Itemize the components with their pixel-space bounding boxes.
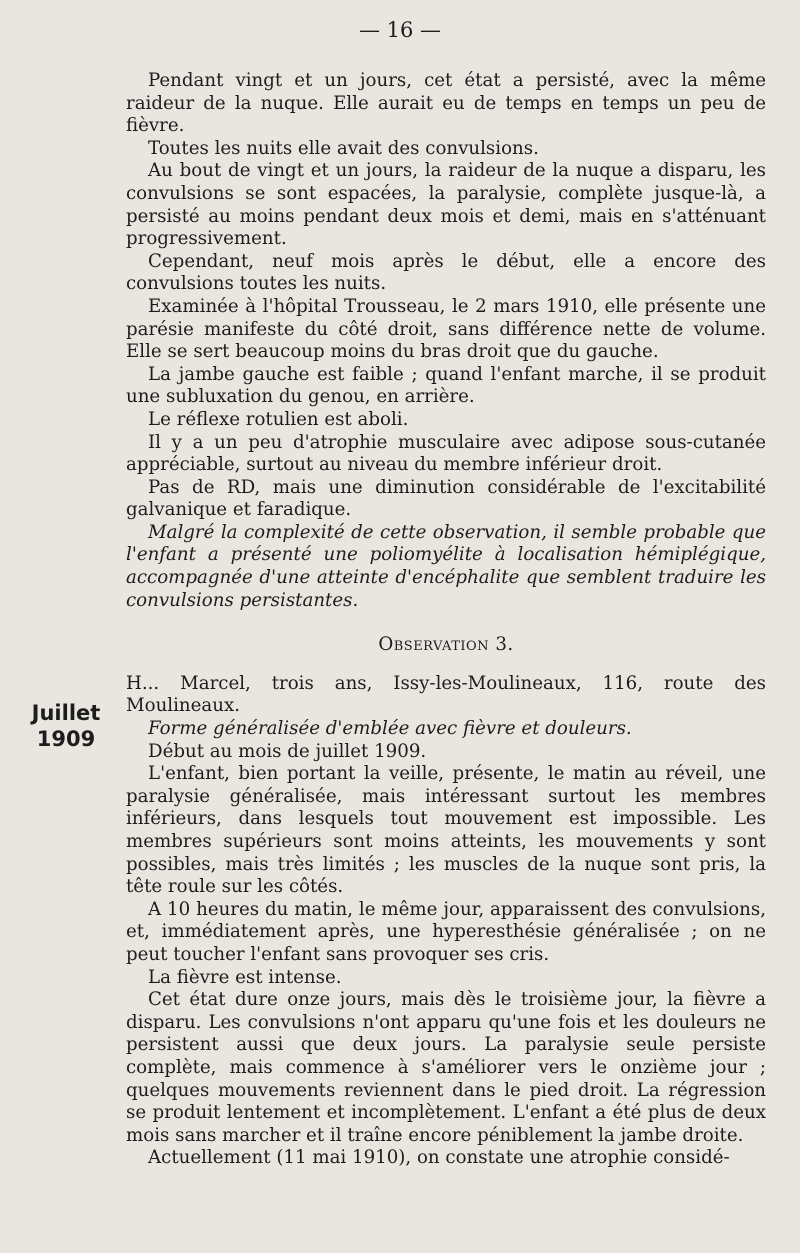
paragraph: La fièvre est intense. [148, 966, 342, 988]
paragraph: Cet état dure onze jours, mais dès le troisième jour, la fièvre a disparu. Les convulsions n'ont apparu qu'une fois et les douleurs ne persistent aussi que deux jours. La paralysie seule persiste complète, mais commence à s'améliorer vers le onzième jour ; quelques mouvements reviennent dans le pied droit. La régression se produit lentement et incomplètement. L'enfant a été plus de deux mois sans marcher et il traîne encore péniblement la jambe droite. [126, 989, 766, 1146]
paragraph: Le réflexe rotulien est aboli. [148, 408, 409, 430]
margin-note-month: Juillet [31, 701, 101, 725]
observation-heading: Observation 3. [378, 634, 514, 656]
section-after [126, 673, 766, 1170]
body-text [126, 70, 766, 1170]
paragraph: Toutes les nuits elle avait des convulsions. [148, 137, 539, 159]
paragraph: Forme généralisée d'emblée avec fièvre et douleurs. [148, 718, 632, 740]
page-number: — 16 — [358, 18, 442, 42]
paragraph: La jambe gauche est faible ; quand l'enfant marche, il se produit une subluxation du genou, en arrière. [126, 363, 766, 408]
margin-date-note [16, 700, 116, 752]
paragraph: Début au mois de juillet 1909. [148, 740, 427, 762]
section-before [126, 70, 766, 612]
paragraph: H... Marcel, trois ans, Issy-les-Moulineaux, 116, route des Moulineaux. [126, 672, 766, 717]
paragraph: Malgré la complexité de cette observation, il semble probable que l'enfant a présenté une poliomyélite à localisation hémiplégique, accompagnée d'une atteinte d'encéphalite que semblent traduire les convulsions persistantes. [126, 521, 766, 611]
paragraph: Il y a un peu d'atrophie musculaire avec adipose sous-cutanée appréciable, surtout au niveau du membre inférieur droit. [126, 431, 766, 476]
paragraph: Pas de RD, mais une diminution considérable de l'excitabilité galvanique et faradique. [126, 476, 766, 521]
paragraph: Pendant vingt et un jours, cet état a persisté, avec la même raideur de la nuque. Elle aurait eu de temps en temps un peu de fièvre. [126, 70, 766, 137]
paragraph: A 10 heures du matin, le même jour, apparaissent des convulsions, et, immédiatement après, une hyperesthésie généralisée ; on ne peut toucher l'enfant sans provoquer ses cris. [126, 898, 766, 965]
paragraph: L'enfant, bien portant la veille, présente, le matin au réveil, une paralysie généralisée, mais intéressant surtout les membres inférieurs, dans lesquels tout mouvement est impossible. Les membres supérieurs sont moins atteints, les mouvements y sont possibles, mais très limités ; les muscles de la nuque sont pris, la tête roule sur les côtés. [126, 763, 766, 898]
margin-note-year: 1909 [36, 727, 96, 751]
paragraph: Cependant, neuf mois après le début, elle a encore des convulsions toutes les nuits. [126, 250, 766, 295]
paragraph: Actuellement (11 mai 1910), on constate une atrophie considé- [148, 1147, 730, 1169]
paragraph: Examinée à l'hôpital Trousseau, le 2 mars 1910, elle présente une parésie manifeste du côté droit, sans différence nette de volume. Elle se sert beaucoup moins du bras droit que du gauche. [126, 295, 766, 363]
paragraph: Au bout de vingt et un jours, la raideur de la nuque a disparu, les convulsions se sont espacées, la paralysie, complète jusque-là, a persisté au moins pendant deux mois et demi, mais en s'atténuant progressivement. [126, 160, 766, 250]
